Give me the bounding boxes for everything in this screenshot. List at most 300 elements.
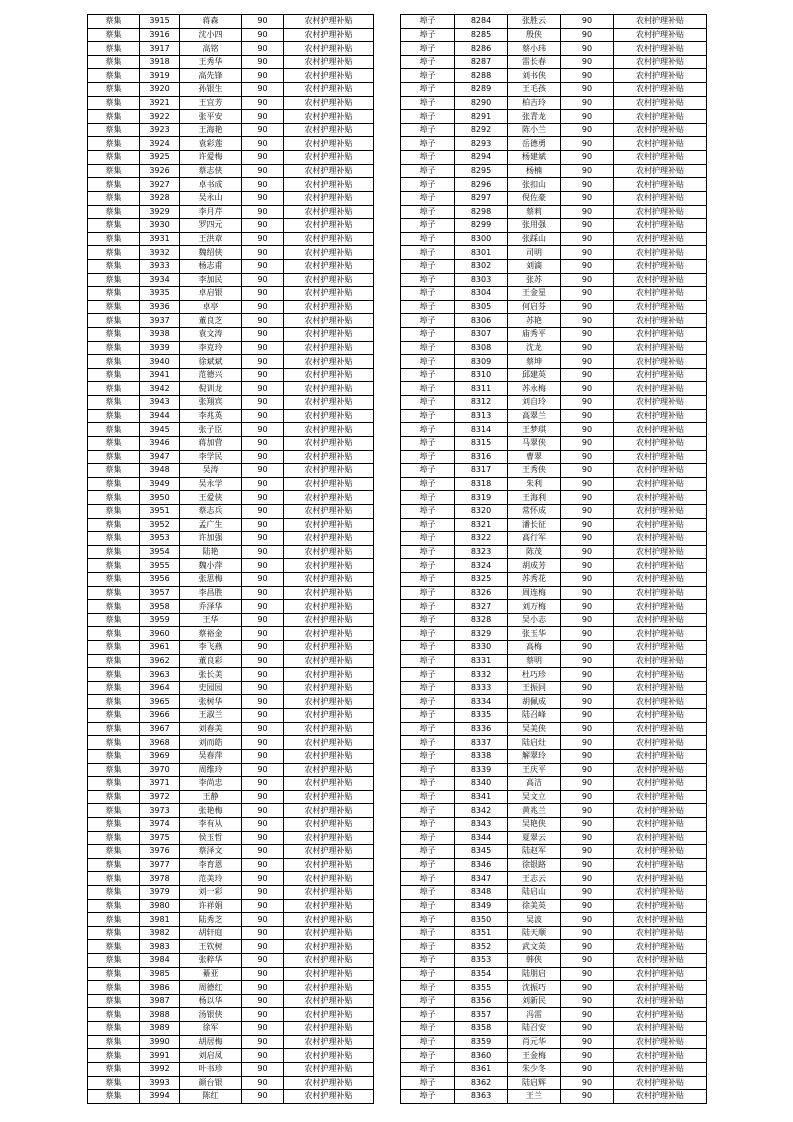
type-cell: 农村护理补贴 bbox=[284, 559, 374, 573]
town-cell: 蔡集 bbox=[88, 641, 140, 655]
name-cell: 张思梅 bbox=[180, 572, 242, 586]
table-row bbox=[88, 396, 374, 410]
type-cell: 农村护理补贴 bbox=[284, 191, 374, 205]
name-cell: 杨以华 bbox=[180, 994, 242, 1008]
amount-cell: 90 bbox=[242, 409, 284, 423]
name-cell: 李月芹 bbox=[180, 205, 242, 219]
id-cell: 8352 bbox=[455, 940, 508, 954]
table-row bbox=[401, 178, 707, 192]
amount-cell: 90 bbox=[242, 872, 284, 886]
town-cell: 蔡集 bbox=[88, 368, 140, 382]
id-cell: 3938 bbox=[140, 328, 180, 342]
table-row bbox=[88, 409, 374, 423]
type-cell: 农村护理补贴 bbox=[614, 817, 707, 831]
type-cell: 农村护理补贴 bbox=[284, 15, 374, 29]
amount-cell: 90 bbox=[561, 845, 614, 859]
amount-cell: 90 bbox=[242, 641, 284, 655]
town-cell: 蔡集 bbox=[88, 627, 140, 641]
amount-cell: 90 bbox=[561, 804, 614, 818]
town-cell: 埠子 bbox=[401, 913, 455, 927]
table-row bbox=[401, 967, 707, 981]
town-cell: 蔡集 bbox=[88, 668, 140, 682]
id-cell: 3974 bbox=[140, 817, 180, 831]
name-cell: 蒋森 bbox=[180, 15, 242, 29]
town-cell: 蔡集 bbox=[88, 69, 140, 83]
type-cell: 农村护理补贴 bbox=[614, 504, 707, 518]
table-row bbox=[401, 300, 707, 314]
id-cell: 8314 bbox=[455, 423, 508, 437]
amount-cell: 90 bbox=[242, 273, 284, 287]
town-cell: 蔡集 bbox=[88, 328, 140, 342]
town-cell: 蔡集 bbox=[88, 899, 140, 913]
table-row bbox=[401, 137, 707, 151]
table-row bbox=[88, 954, 374, 968]
table-row bbox=[401, 994, 707, 1008]
table-row bbox=[88, 55, 374, 69]
name-cell: 魏绍侠 bbox=[180, 246, 242, 260]
amount-cell: 90 bbox=[561, 790, 614, 804]
id-cell: 8328 bbox=[455, 613, 508, 627]
amount-cell: 90 bbox=[561, 83, 614, 97]
town-cell: 蔡集 bbox=[88, 872, 140, 886]
name-cell: 高铭 bbox=[180, 42, 242, 56]
table-row bbox=[88, 845, 374, 859]
name-cell: 袁文涛 bbox=[180, 328, 242, 342]
type-cell: 农村护理补贴 bbox=[284, 96, 374, 110]
id-cell: 3942 bbox=[140, 382, 180, 396]
town-cell: 蔡集 bbox=[88, 532, 140, 546]
type-cell: 农村护理补贴 bbox=[614, 940, 707, 954]
name-cell: 邱建英 bbox=[508, 368, 561, 382]
id-cell: 3925 bbox=[140, 151, 180, 165]
name-cell: 蔡小玮 bbox=[508, 42, 561, 56]
town-cell: 蔡集 bbox=[88, 654, 140, 668]
id-cell: 3950 bbox=[140, 491, 180, 505]
town-cell: 埠子 bbox=[401, 246, 455, 260]
id-cell: 3979 bbox=[140, 886, 180, 900]
type-cell: 农村护理补贴 bbox=[614, 1090, 707, 1104]
name-cell: 王宜芳 bbox=[180, 96, 242, 110]
town-cell: 蔡集 bbox=[88, 940, 140, 954]
town-cell: 埠子 bbox=[401, 409, 455, 423]
type-cell: 农村护理补贴 bbox=[614, 681, 707, 695]
id-cell: 8309 bbox=[455, 355, 508, 369]
town-cell: 蔡集 bbox=[88, 28, 140, 42]
type-cell: 农村护理补贴 bbox=[614, 518, 707, 532]
table-row bbox=[88, 246, 374, 260]
id-cell: 8361 bbox=[455, 1062, 508, 1076]
type-cell: 农村护理补贴 bbox=[614, 83, 707, 97]
table-row bbox=[88, 695, 374, 709]
id-cell: 8338 bbox=[455, 749, 508, 763]
town-cell: 埠子 bbox=[401, 613, 455, 627]
town-cell: 蔡集 bbox=[88, 926, 140, 940]
type-cell: 农村护理补贴 bbox=[284, 164, 374, 178]
type-cell: 农村护理补贴 bbox=[284, 600, 374, 614]
town-cell: 蔡集 bbox=[88, 831, 140, 845]
table-row bbox=[401, 681, 707, 695]
town-cell: 蔡集 bbox=[88, 858, 140, 872]
name-cell: 刘自玲 bbox=[508, 396, 561, 410]
table-row bbox=[401, 205, 707, 219]
amount-cell: 90 bbox=[242, 55, 284, 69]
name-cell: 张子臣 bbox=[180, 423, 242, 437]
town-cell: 埠子 bbox=[401, 450, 455, 464]
type-cell: 农村护理补贴 bbox=[284, 314, 374, 328]
town-cell: 埠子 bbox=[401, 572, 455, 586]
name-cell: 黄兆兰 bbox=[508, 804, 561, 818]
table-row bbox=[401, 736, 707, 750]
amount-cell: 90 bbox=[561, 368, 614, 382]
name-cell: 王兰 bbox=[508, 1090, 561, 1104]
id-cell: 8330 bbox=[455, 641, 508, 655]
table-row bbox=[88, 151, 374, 165]
name-cell: 罗四元 bbox=[180, 219, 242, 233]
amount-cell: 90 bbox=[242, 817, 284, 831]
type-cell: 农村护理补贴 bbox=[614, 1008, 707, 1022]
type-cell: 农村护理补贴 bbox=[614, 55, 707, 69]
table-row bbox=[88, 83, 374, 97]
id-cell: 8285 bbox=[455, 28, 508, 42]
amount-cell: 90 bbox=[561, 1022, 614, 1036]
town-cell: 蔡集 bbox=[88, 436, 140, 450]
type-cell: 农村护理补贴 bbox=[614, 409, 707, 423]
name-cell: 蒋加营 bbox=[180, 436, 242, 450]
table-row bbox=[401, 817, 707, 831]
town-cell: 埠子 bbox=[401, 695, 455, 709]
table-row bbox=[401, 341, 707, 355]
name-cell: 刘书侠 bbox=[508, 69, 561, 83]
id-cell: 3916 bbox=[140, 28, 180, 42]
table-row bbox=[401, 83, 707, 97]
type-cell: 农村护理补贴 bbox=[614, 178, 707, 192]
id-cell: 3922 bbox=[140, 110, 180, 124]
table-row bbox=[401, 1062, 707, 1076]
table-row bbox=[88, 450, 374, 464]
id-cell: 3976 bbox=[140, 845, 180, 859]
id-cell: 8290 bbox=[455, 96, 508, 110]
name-cell: 沈振巧 bbox=[508, 981, 561, 995]
id-cell: 8333 bbox=[455, 681, 508, 695]
name-cell: 高洁 bbox=[508, 777, 561, 791]
table-row bbox=[88, 722, 374, 736]
amount-cell: 90 bbox=[242, 178, 284, 192]
type-cell: 农村护理补贴 bbox=[614, 722, 707, 736]
id-cell: 3931 bbox=[140, 232, 180, 246]
type-cell: 农村护理补贴 bbox=[614, 695, 707, 709]
amount-cell: 90 bbox=[242, 396, 284, 410]
type-cell: 农村护理补贴 bbox=[284, 613, 374, 627]
table-row bbox=[88, 314, 374, 328]
type-cell: 农村护理补贴 bbox=[614, 42, 707, 56]
town-cell: 蔡集 bbox=[88, 981, 140, 995]
type-cell: 农村护理补贴 bbox=[284, 1062, 374, 1076]
name-cell: 李学民 bbox=[180, 450, 242, 464]
left-table-body bbox=[88, 15, 374, 1104]
amount-cell: 90 bbox=[561, 259, 614, 273]
id-cell: 8317 bbox=[455, 464, 508, 478]
type-cell: 农村护理补贴 bbox=[284, 763, 374, 777]
town-cell: 蔡集 bbox=[88, 191, 140, 205]
town-cell: 埠子 bbox=[401, 858, 455, 872]
town-cell: 埠子 bbox=[401, 1049, 455, 1063]
name-cell: 吴春萍 bbox=[180, 749, 242, 763]
amount-cell: 90 bbox=[242, 164, 284, 178]
town-cell: 埠子 bbox=[401, 709, 455, 723]
table-row bbox=[401, 151, 707, 165]
table-row bbox=[401, 1008, 707, 1022]
id-cell: 8362 bbox=[455, 1076, 508, 1090]
amount-cell: 90 bbox=[242, 804, 284, 818]
name-cell: 柏吉玲 bbox=[508, 96, 561, 110]
name-cell: 蔡志兵 bbox=[180, 504, 242, 518]
table-row bbox=[401, 1022, 707, 1036]
id-cell: 3961 bbox=[140, 641, 180, 655]
town-cell: 蔡集 bbox=[88, 790, 140, 804]
amount-cell: 90 bbox=[242, 42, 284, 56]
amount-cell: 90 bbox=[242, 627, 284, 641]
type-cell: 农村护理补贴 bbox=[614, 491, 707, 505]
type-cell: 农村护理补贴 bbox=[614, 926, 707, 940]
amount-cell: 90 bbox=[561, 273, 614, 287]
id-cell: 3954 bbox=[140, 545, 180, 559]
id-cell: 8298 bbox=[455, 205, 508, 219]
id-cell: 8335 bbox=[455, 709, 508, 723]
amount-cell: 90 bbox=[242, 654, 284, 668]
type-cell: 农村护理补贴 bbox=[614, 954, 707, 968]
id-cell: 3973 bbox=[140, 804, 180, 818]
name-cell: 李加民 bbox=[180, 273, 242, 287]
name-cell: 袁彩莲 bbox=[180, 137, 242, 151]
name-cell: 李有从 bbox=[180, 817, 242, 831]
type-cell: 农村护理补贴 bbox=[284, 83, 374, 97]
type-cell: 农村护理补贴 bbox=[614, 749, 707, 763]
table-row bbox=[401, 382, 707, 396]
name-cell: 吴永学 bbox=[180, 477, 242, 491]
name-cell: 孟广生 bbox=[180, 518, 242, 532]
name-cell: 周连梅 bbox=[508, 586, 561, 600]
town-cell: 蔡集 bbox=[88, 967, 140, 981]
type-cell: 农村护理补贴 bbox=[284, 981, 374, 995]
name-cell: 王秀华 bbox=[180, 55, 242, 69]
table-row bbox=[88, 368, 374, 382]
type-cell: 农村护理补贴 bbox=[284, 28, 374, 42]
name-cell: 王华 bbox=[180, 613, 242, 627]
type-cell: 农村护理补贴 bbox=[284, 940, 374, 954]
town-cell: 埠子 bbox=[401, 532, 455, 546]
id-cell: 3971 bbox=[140, 777, 180, 791]
id-cell: 8342 bbox=[455, 804, 508, 818]
name-cell: 陆秀芝 bbox=[180, 913, 242, 927]
amount-cell: 90 bbox=[561, 164, 614, 178]
id-cell: 8308 bbox=[455, 341, 508, 355]
type-cell: 农村护理补贴 bbox=[284, 994, 374, 1008]
name-cell: 胡成芳 bbox=[508, 559, 561, 573]
type-cell: 农村护理补贴 bbox=[284, 899, 374, 913]
name-cell: 范德兴 bbox=[180, 368, 242, 382]
name-cell: 张翔宾 bbox=[180, 396, 242, 410]
town-cell: 蔡集 bbox=[88, 423, 140, 437]
town-cell: 埠子 bbox=[401, 464, 455, 478]
id-cell: 8295 bbox=[455, 164, 508, 178]
name-cell: 常怀成 bbox=[508, 504, 561, 518]
name-cell: 陆启灶 bbox=[508, 736, 561, 750]
table-row bbox=[401, 913, 707, 927]
amount-cell: 90 bbox=[242, 1076, 284, 1090]
town-cell: 埠子 bbox=[401, 641, 455, 655]
type-cell: 农村护理补贴 bbox=[614, 96, 707, 110]
name-cell: 陈小兰 bbox=[508, 123, 561, 137]
table-row bbox=[401, 464, 707, 478]
right-table-body bbox=[401, 15, 707, 1104]
type-cell: 农村护理补贴 bbox=[284, 709, 374, 723]
id-cell: 3960 bbox=[140, 627, 180, 641]
amount-cell: 90 bbox=[242, 1008, 284, 1022]
amount-cell: 90 bbox=[242, 450, 284, 464]
town-cell: 蔡集 bbox=[88, 178, 140, 192]
table-row bbox=[401, 259, 707, 273]
town-cell: 埠子 bbox=[401, 681, 455, 695]
town-cell: 埠子 bbox=[401, 55, 455, 69]
town-cell: 蔡集 bbox=[88, 777, 140, 791]
amount-cell: 90 bbox=[242, 151, 284, 165]
town-cell: 蔡集 bbox=[88, 110, 140, 124]
id-cell: 8291 bbox=[455, 110, 508, 124]
type-cell: 农村护理补贴 bbox=[284, 504, 374, 518]
amount-cell: 90 bbox=[242, 382, 284, 396]
amount-cell: 90 bbox=[242, 83, 284, 97]
name-cell: 蔡莉 bbox=[508, 205, 561, 219]
name-cell: 倪训龙 bbox=[180, 382, 242, 396]
town-cell: 蔡集 bbox=[88, 396, 140, 410]
table-row bbox=[88, 518, 374, 532]
amount-cell: 90 bbox=[561, 763, 614, 777]
type-cell: 农村护理补贴 bbox=[284, 137, 374, 151]
table-row bbox=[401, 518, 707, 532]
id-cell: 8303 bbox=[455, 273, 508, 287]
name-cell: 雷长春 bbox=[508, 55, 561, 69]
town-cell: 蔡集 bbox=[88, 1062, 140, 1076]
type-cell: 农村护理补贴 bbox=[284, 532, 374, 546]
table-row bbox=[88, 341, 374, 355]
id-cell: 3975 bbox=[140, 831, 180, 845]
name-cell: 李飞燕 bbox=[180, 641, 242, 655]
id-cell: 8310 bbox=[455, 368, 508, 382]
town-cell: 埠子 bbox=[401, 300, 455, 314]
town-cell: 埠子 bbox=[401, 382, 455, 396]
town-cell: 蔡集 bbox=[88, 913, 140, 927]
id-cell: 8355 bbox=[455, 981, 508, 995]
id-cell: 8299 bbox=[455, 219, 508, 233]
town-cell: 蔡集 bbox=[88, 994, 140, 1008]
table-row bbox=[88, 532, 374, 546]
table-row bbox=[401, 790, 707, 804]
type-cell: 农村护理补贴 bbox=[614, 872, 707, 886]
id-cell: 8307 bbox=[455, 328, 508, 342]
town-cell: 埠子 bbox=[401, 273, 455, 287]
table-row bbox=[401, 55, 707, 69]
name-cell: 蔡志侠 bbox=[180, 164, 242, 178]
name-cell: 王洪章 bbox=[180, 232, 242, 246]
table-row bbox=[88, 858, 374, 872]
table-row bbox=[88, 572, 374, 586]
type-cell: 农村护理补贴 bbox=[284, 259, 374, 273]
id-cell: 3951 bbox=[140, 504, 180, 518]
town-cell: 埠子 bbox=[401, 423, 455, 437]
name-cell: 许爱梅 bbox=[180, 151, 242, 165]
amount-cell: 90 bbox=[561, 899, 614, 913]
town-cell: 蔡集 bbox=[88, 15, 140, 29]
name-cell: 颜台银 bbox=[180, 1076, 242, 1090]
table-row bbox=[88, 817, 374, 831]
name-cell: 王淑兰 bbox=[180, 709, 242, 723]
town-cell: 埠子 bbox=[401, 736, 455, 750]
amount-cell: 90 bbox=[242, 96, 284, 110]
type-cell: 农村护理补贴 bbox=[614, 586, 707, 600]
type-cell: 农村护理补贴 bbox=[284, 42, 374, 56]
id-cell: 8340 bbox=[455, 777, 508, 791]
table-row bbox=[401, 450, 707, 464]
town-cell: 埠子 bbox=[401, 504, 455, 518]
type-cell: 农村护理补贴 bbox=[284, 123, 374, 137]
id-cell: 8354 bbox=[455, 967, 508, 981]
amount-cell: 90 bbox=[561, 1035, 614, 1049]
amount-cell: 90 bbox=[561, 668, 614, 682]
amount-cell: 90 bbox=[561, 355, 614, 369]
name-cell: 曹翠 bbox=[508, 450, 561, 464]
type-cell: 农村护理补贴 bbox=[614, 1049, 707, 1063]
town-cell: 蔡集 bbox=[88, 722, 140, 736]
name-cell: 卓亭 bbox=[180, 300, 242, 314]
table-row bbox=[401, 396, 707, 410]
table-row bbox=[401, 940, 707, 954]
town-cell: 蔡集 bbox=[88, 695, 140, 709]
name-cell: 高翠兰 bbox=[508, 409, 561, 423]
table-row bbox=[401, 804, 707, 818]
town-cell: 蔡集 bbox=[88, 1008, 140, 1022]
town-cell: 蔡集 bbox=[88, 477, 140, 491]
town-cell: 埠子 bbox=[401, 178, 455, 192]
town-cell: 蔡集 bbox=[88, 287, 140, 301]
type-cell: 农村护理补贴 bbox=[614, 246, 707, 260]
name-cell: 马翠侠 bbox=[508, 436, 561, 450]
name-cell: 王秀侠 bbox=[508, 464, 561, 478]
amount-cell: 90 bbox=[561, 110, 614, 124]
name-cell: 许加强 bbox=[180, 532, 242, 546]
type-cell: 农村护理补贴 bbox=[614, 532, 707, 546]
town-cell: 埠子 bbox=[401, 1022, 455, 1036]
amount-cell: 90 bbox=[242, 259, 284, 273]
id-cell: 3934 bbox=[140, 273, 180, 287]
town-cell: 埠子 bbox=[401, 886, 455, 900]
table-row bbox=[401, 1090, 707, 1104]
name-cell: 徐军 bbox=[180, 1022, 242, 1036]
amount-cell: 90 bbox=[242, 777, 284, 791]
name-cell: 张青龙 bbox=[508, 110, 561, 124]
id-cell: 8294 bbox=[455, 151, 508, 165]
town-cell: 埠子 bbox=[401, 191, 455, 205]
town-cell: 埠子 bbox=[401, 491, 455, 505]
table-row bbox=[88, 613, 374, 627]
id-cell: 8311 bbox=[455, 382, 508, 396]
type-cell: 农村护理补贴 bbox=[284, 69, 374, 83]
amount-cell: 90 bbox=[561, 600, 614, 614]
town-cell: 埠子 bbox=[401, 586, 455, 600]
amount-cell: 90 bbox=[242, 436, 284, 450]
town-cell: 蔡集 bbox=[88, 232, 140, 246]
type-cell: 农村护理补贴 bbox=[284, 55, 374, 69]
amount-cell: 90 bbox=[242, 69, 284, 83]
